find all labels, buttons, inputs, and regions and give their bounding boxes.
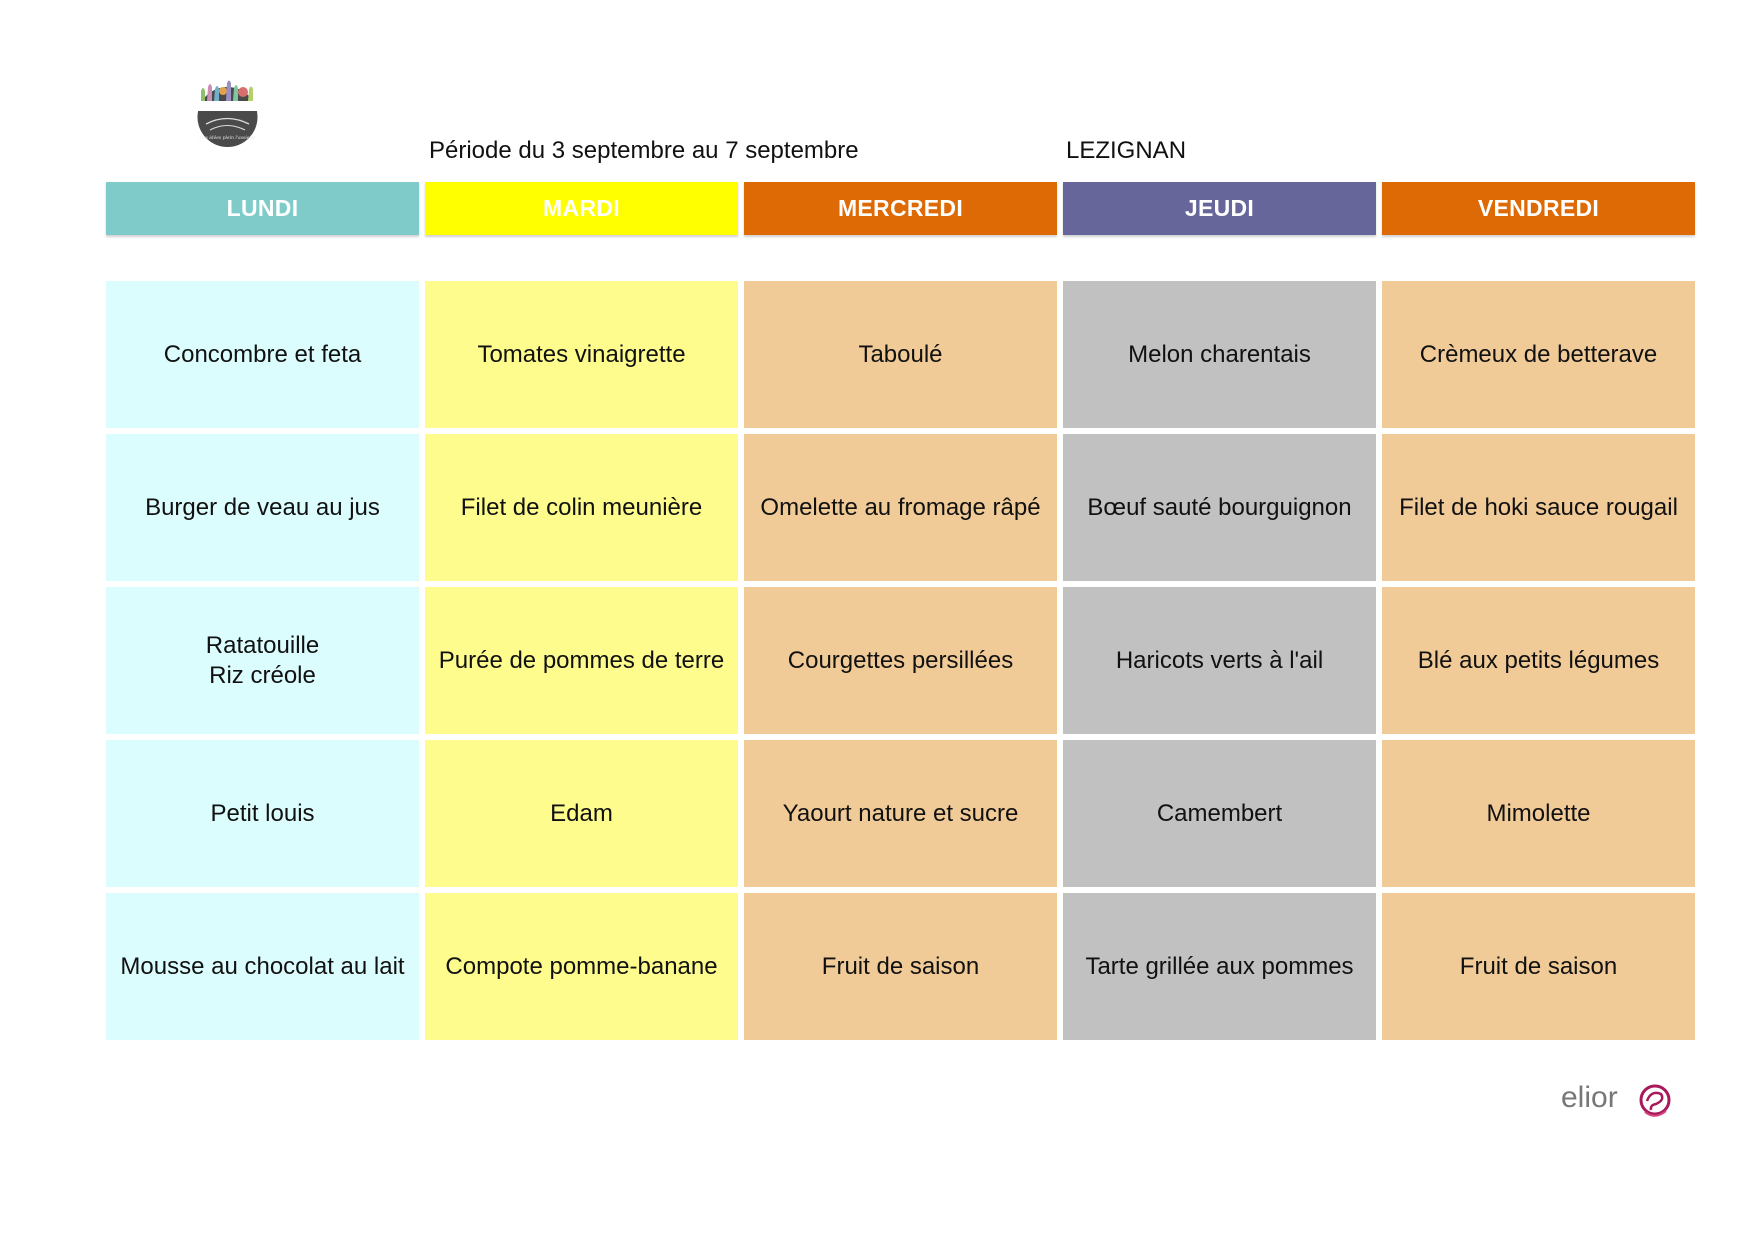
vegetables-badge-icon — [192, 77, 263, 148]
menu-cell — [744, 587, 1057, 734]
elior-swirl-icon — [1641, 1086, 1669, 1116]
menu-cell — [1063, 281, 1376, 428]
menu-item-text: Crèmeux de betterave — [1419, 340, 1658, 368]
menu-item-text: Bœuf sauté bourguignon — [1087, 493, 1352, 521]
menu-item-text: Purée de pommes de terre — [438, 646, 725, 674]
logo-caption: Des idées plein l'assiette — [199, 136, 256, 141]
weekday-header-row — [106, 182, 1695, 235]
menu-item-text: Haricots verts à l'ail — [1115, 646, 1324, 674]
menu-item-text: Filet de colin meunière — [460, 493, 703, 521]
menu-cell — [1063, 740, 1376, 887]
menu-item-text: Mousse au chocolat au lait — [120, 952, 405, 980]
menu-item-text: Camembert — [1156, 799, 1283, 827]
menu-cell — [1382, 434, 1695, 581]
menu-item-text: Melon charentais — [1128, 340, 1311, 368]
menu-item-text: Edam — [550, 799, 613, 827]
menu-item-text: Yaourt nature et sucre — [782, 799, 1019, 827]
elior-logo — [1561, 1073, 1676, 1123]
menu-cell — [106, 740, 419, 887]
menu-item-text: Compote pomme-banane — [445, 952, 718, 980]
menu-item-text: Tarte grillée aux pommes — [1085, 952, 1354, 980]
menu-cell — [106, 587, 419, 734]
day-header-mercredi: MERCREDI — [744, 182, 1057, 235]
menu-cell — [106, 434, 419, 581]
menu-cell — [425, 587, 738, 734]
elior-wordmark: elior — [1561, 1081, 1618, 1114]
day-header-mardi: MARDI — [425, 182, 738, 235]
location-label: LEZIGNAN — [1066, 137, 1187, 164]
menu-cell — [106, 281, 419, 428]
menu-item-text: Blé aux petits légumes — [1417, 646, 1660, 674]
menu-item-text: Filet de hoki sauce rougail — [1399, 493, 1678, 521]
menu-grid — [106, 281, 1695, 1040]
menu-cell — [425, 740, 738, 887]
menu-item-text: Riz créole — [209, 661, 316, 689]
menu-cell — [1063, 434, 1376, 581]
menu-cell — [1382, 281, 1695, 428]
menu-cell — [744, 434, 1057, 581]
day-header-jeudi: JEUDI — [1063, 182, 1376, 235]
menu-item-text: Tomates vinaigrette — [477, 340, 686, 368]
menu-item-text: Courgettes persillées — [787, 646, 1014, 674]
menu-cell — [425, 893, 738, 1040]
menu-cell — [106, 893, 419, 1040]
menu-cell — [1382, 740, 1695, 887]
menu-item-text: Burger de veau au jus — [145, 493, 380, 521]
menu-cell — [744, 740, 1057, 887]
menu-cell — [1063, 587, 1376, 734]
menu-cell — [425, 281, 738, 428]
menu-cell — [744, 281, 1057, 428]
menu-item-text: Fruit de saison — [821, 952, 980, 980]
menu-cell — [425, 434, 738, 581]
day-header-vendredi: VENDREDI — [1382, 182, 1695, 235]
menu-item-text: Taboulé — [858, 340, 943, 368]
menu-cell — [1063, 893, 1376, 1040]
menu-cell — [1382, 587, 1695, 734]
menu-item-text: Ratatouille — [205, 631, 320, 659]
period-label: Période du 3 septembre au 7 septembre — [429, 137, 859, 164]
menu-item-text: Omelette au fromage râpé — [760, 493, 1041, 521]
menu-cell — [1382, 893, 1695, 1040]
menu-item-text: Fruit de saison — [1459, 952, 1618, 980]
menu-item-text: Petit louis — [210, 799, 315, 827]
day-header-lundi: LUNDI — [106, 182, 419, 235]
menu-item-text: Concombre et feta — [163, 340, 362, 368]
menu-item-text: Mimolette — [1486, 799, 1591, 827]
menu-cell — [744, 893, 1057, 1040]
